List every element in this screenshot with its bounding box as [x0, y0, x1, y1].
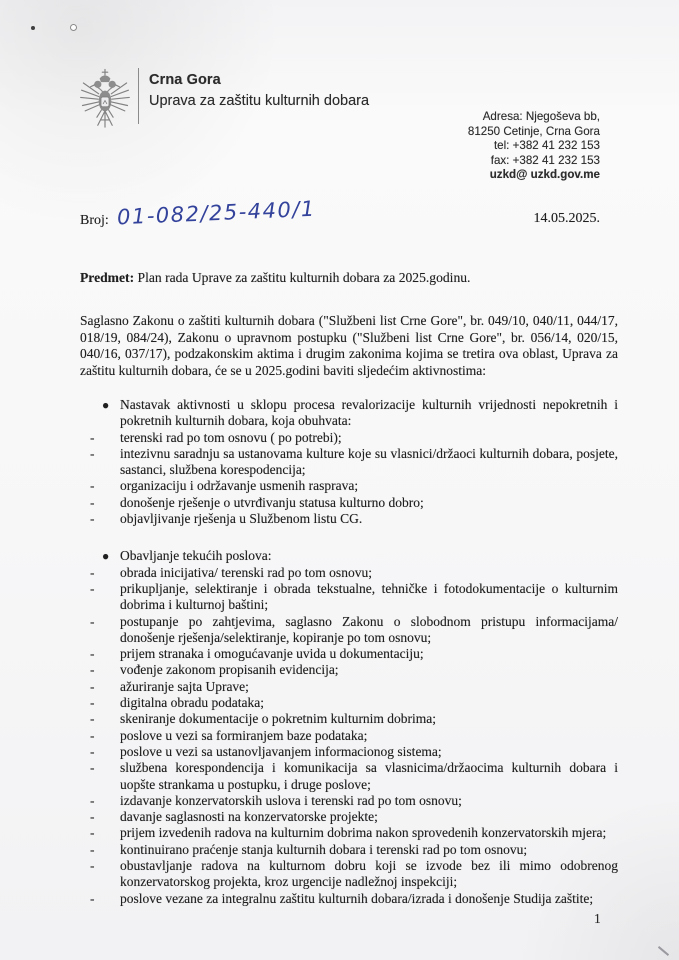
- subject-line: [80, 270, 618, 286]
- list-item-text: službena korespondencija i komunikacija sa vlasnicima/držaocima kulturnih dobara i uopšte strankama u postupku, i druge poslove;: [120, 760, 618, 792]
- subject-label: Predmet:: [80, 270, 135, 285]
- list-item: [80, 397, 618, 430]
- list-item: [80, 744, 618, 760]
- list-item-marker: -: [90, 494, 95, 510]
- list-item-text: obrada inicijativa/ terenski rad po tom osnovu;: [120, 564, 372, 580]
- contact-block: [468, 110, 600, 183]
- list-item-text: skeniranje dokumentacije o pokretnim kulturnim dobrima;: [120, 711, 437, 727]
- staple-hole-artifact: [31, 26, 35, 30]
- list-item-marker: -: [90, 646, 95, 662]
- list-item-marker: -: [90, 678, 95, 694]
- list-item: [80, 728, 618, 744]
- document-number-label: Broj:: [80, 213, 109, 228]
- list-item: [80, 446, 618, 479]
- letterhead-divider: [138, 68, 139, 124]
- list-item: [80, 548, 618, 564]
- list-item-text: kontinuirano praćenje stanja kulturnih dobara i terenski rad po tom osnovu;: [120, 841, 528, 857]
- list-item-text: Nastavak aktivnosti u sklopu procesa revalorizacije kulturnih vrijednosti nepokretnih i pokretnih kulturnih dobara, koja obuhvata:: [120, 397, 618, 429]
- list-item-marker: -: [90, 760, 95, 776]
- list-item-text: digitalna obradu podataka;: [120, 695, 264, 711]
- list-item-text: objavljivanje rješenja u Službenom listu CG.: [120, 511, 363, 527]
- list-item-marker: -: [90, 580, 95, 596]
- list-item-marker: -: [90, 727, 95, 743]
- list-item: [80, 478, 618, 494]
- list-item-marker: -: [90, 695, 95, 711]
- list-item: [80, 646, 618, 662]
- activities-group-2: [80, 548, 618, 907]
- list-item-text: prijem stranaka i omogućavanje uvida u dokumentaciju;: [120, 646, 424, 662]
- list-item-text: obustavljanje radova na kulturnom dobru koji se izvode bez ili mimo odobrenog konzervatorskog projekta, kroz urgencije nadležnoj inspekciji;: [120, 858, 618, 890]
- list-item-marker: -: [90, 809, 95, 825]
- list-item-marker: -: [90, 841, 95, 857]
- list-item-text: prikupljanje, selektiranje i obrada tekstualne, tehničke i fotodokumentacije o kulturnim dobrima i kulturnoj baštini;: [120, 580, 618, 613]
- list-item-marker: -: [90, 511, 95, 527]
- list-item: [80, 825, 618, 841]
- list-item-marker: -: [90, 743, 95, 759]
- list-item-text: prijem izvedenih radova na kulturnim dobrima nakon sprovedenih konzervatorskih mjera;: [120, 825, 607, 841]
- montenegro-coat-of-arms-logo: [78, 66, 132, 136]
- list-item-text: poslove u vezi sa ustanovljavanjem informacionog sistema;: [120, 743, 442, 759]
- staple-hole-artifact: [70, 24, 77, 31]
- list-item: [80, 695, 618, 711]
- list-item: [80, 511, 618, 527]
- list-item-text: vođenje zakonom propisanih evidencija;: [120, 662, 339, 678]
- list-item: [80, 760, 618, 793]
- list-item-marker: -: [90, 711, 95, 727]
- scan-corner-mark: [658, 946, 669, 956]
- list-item: [80, 891, 618, 907]
- list-item: [80, 495, 618, 511]
- document-meta-row: [80, 196, 600, 245]
- contact-email: uzkd@ uzkd.gov.me: [489, 168, 600, 182]
- list-item-text: ažuriranje sajta Uprave;: [120, 678, 249, 694]
- list-item: [80, 842, 618, 858]
- list-item: [80, 614, 618, 647]
- list-item: [80, 662, 618, 678]
- list-item-marker: -: [90, 825, 95, 841]
- list-item-text: poslove vezane za integralnu zaštitu kulturnih dobara/izrada i donošenje Studija zaštite;: [120, 890, 594, 906]
- list-item-marker: ●: [102, 398, 110, 412]
- list-item: [80, 679, 618, 695]
- list-item-text: Obavljanje tekućih poslova:: [120, 548, 272, 564]
- list-item-text: donošenje rješenje o utvrđivanju statusa kulturno dobro;: [120, 494, 424, 510]
- activities-list: [80, 397, 618, 907]
- list-item-marker: -: [90, 858, 95, 874]
- contact-tel: tel: +382 41 232 153: [493, 139, 600, 153]
- handwritten-document-number: 01-082/25-440/1: [116, 196, 317, 230]
- list-item: [80, 430, 618, 446]
- letterhead: [78, 66, 369, 136]
- list-item-text: intezivnu saradnju sa ustanovama kulture koje su vlasnici/držaoci kulturnih dobara, posjete, sastanci, službena korespodencija;: [120, 445, 618, 478]
- list-item-text: davanje saglasnosti na konzervatorske projekte;: [120, 809, 378, 825]
- list-item-text: organizaciju i održavanje usmenih rasprava;: [120, 478, 359, 494]
- list-item: [80, 793, 618, 809]
- list-item: [80, 581, 618, 614]
- contact-address-line2: 81250 Cetinje, Crna Gora: [467, 124, 600, 138]
- list-item-marker: -: [90, 890, 95, 906]
- contact-fax: fax: +382 41 232 153: [490, 153, 600, 167]
- list-item-text: postupanje po zahtjevima, saglasno Zakonu o slobodnom pristupu informacijama/ donošenje rješenja/selektiranje, kopiranje po tom osnovu;: [120, 613, 618, 645]
- list-item: [80, 858, 618, 891]
- list-item: [80, 565, 618, 581]
- org-country-name: Crna Gora: [149, 72, 221, 88]
- list-item: [80, 809, 618, 825]
- list-item-marker: -: [90, 792, 95, 808]
- list-item-marker: -: [90, 445, 95, 461]
- list-item-marker: -: [90, 613, 95, 629]
- list-item-text: terenski rad po tom osnovu ( po potrebi);: [120, 429, 342, 445]
- list-item: [80, 711, 618, 727]
- document-date: 14.05.2025.: [533, 211, 600, 226]
- activities-group-1: [80, 397, 618, 527]
- intro-paragraph: Saglasno Zakonu o zaštiti kulturnih dobara ("Službeni list Crne Gore", br. 049/10, 040/11, 044/17, 018/19, 084/24), Zakonu o upravnom postupku ("Službeni list Crne Gore", br. 056/14, 020/15, 040/16, 037/17), podzakonskim aktima i drugim zakonima kojima se tretira ova oblast, Uprava za zaštitu kulturnih dobara, će se u 2025.godini baviti sljedećim aktivnostima:: [80, 313, 618, 378]
- list-item-marker: -: [90, 662, 95, 678]
- list-item-marker: -: [90, 478, 95, 494]
- list-item-marker: ●: [102, 549, 110, 564]
- list-item-text: izdavanje konzervatorskih uslova i terenski rad po tom osnovu;: [120, 792, 462, 808]
- list-item-text: poslove u vezi sa formiranjem baze podataka;: [120, 727, 368, 743]
- list-item-marker: -: [90, 429, 95, 445]
- subject-text: Plan rada Uprave za zaštitu kulturnih dobara za 2025.godinu.: [134, 270, 471, 285]
- org-name: Uprava za zaštitu kulturnih dobara: [149, 93, 370, 109]
- list-item-marker: -: [90, 564, 95, 580]
- page-number: 1: [594, 911, 601, 926]
- contact-address-line1: Adresa: Njegoševa bb,: [482, 110, 600, 123]
